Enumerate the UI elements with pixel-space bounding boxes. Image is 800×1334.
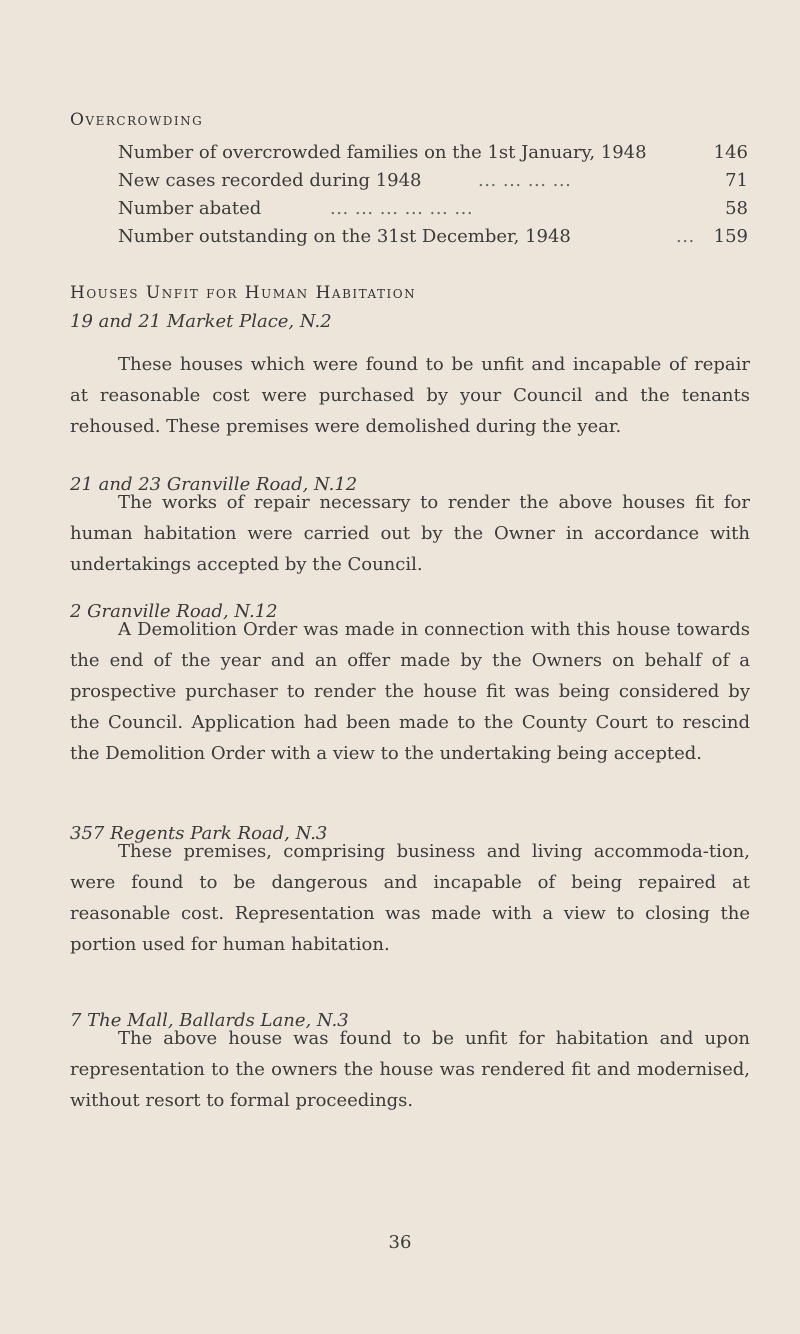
stat-value: 71 xyxy=(725,170,748,191)
section-body-granville-2: A Demolition Order was made in connection with this house towards the end of the year and an offer made by the Owners on behalf of a prospective purchaser to render the house fit was being considered by the Council. Application had been made to the County Court to rescind the Demolition Order with a view to the undertaking being accepted. xyxy=(70,619,750,764)
section-title-market-place: 19 and 21 Market Place, N.2 xyxy=(70,311,332,332)
section-body-regents-park: These premises, comprising business and living accommoda-tion, were found to be dangerous and incapable of being repaired at reasonable cost. Representation was made with a view to closing the portion used for human habitation. xyxy=(70,841,750,955)
section-title-granville-2: 2 Granville Road, N.12 xyxy=(70,601,278,622)
section-body-market-place: These houses which were found to be unfit and incapable of repair at reasonable cost were purchased by your Council and the tenants rehoused. These premises were demolished during the year. xyxy=(70,354,750,437)
stat-value: 146 xyxy=(713,142,748,163)
section-title-regents-park: 357 Regents Park Road, N.3 xyxy=(70,823,328,844)
stat-label: New cases recorded during 1948 xyxy=(118,170,422,191)
leader-dots: ... ... ... ... xyxy=(478,170,572,191)
leader-dots: ... xyxy=(676,226,695,247)
section-title-granville-21-23: 21 and 23 Granville Road, N.12 xyxy=(70,474,358,495)
stat-label: Number of overcrowded families on the 1st January, 1948 xyxy=(118,142,647,163)
section-body-the-mall: The above house was found to be unfit for habitation and upon representation to the owners the house was rendered fit and modernised, without resort to formal proceedings. xyxy=(70,1028,750,1111)
stat-label: Number outstanding on the 31st December, 1948 xyxy=(118,226,571,247)
page-number: 36 xyxy=(388,1232,412,1253)
overcrowding-heading: Overcrowding xyxy=(70,110,204,130)
stat-value: 159 xyxy=(713,226,748,247)
section-title-the-mall: 7 The Mall, Ballards Lane, N.3 xyxy=(70,1010,349,1031)
section-body-granville-21-23: The works of repair necessary to render the above houses fit for human habitation were carried out by the Owner in accordance with undertakings accepted by the Council. xyxy=(70,492,750,575)
stat-value: 58 xyxy=(725,198,748,219)
stat-label: Number abated xyxy=(118,198,262,219)
leader-dots: ... ... ... ... ... ... xyxy=(330,198,474,219)
unfit-houses-heading: Houses Unfit for Human Habitation xyxy=(70,283,417,303)
